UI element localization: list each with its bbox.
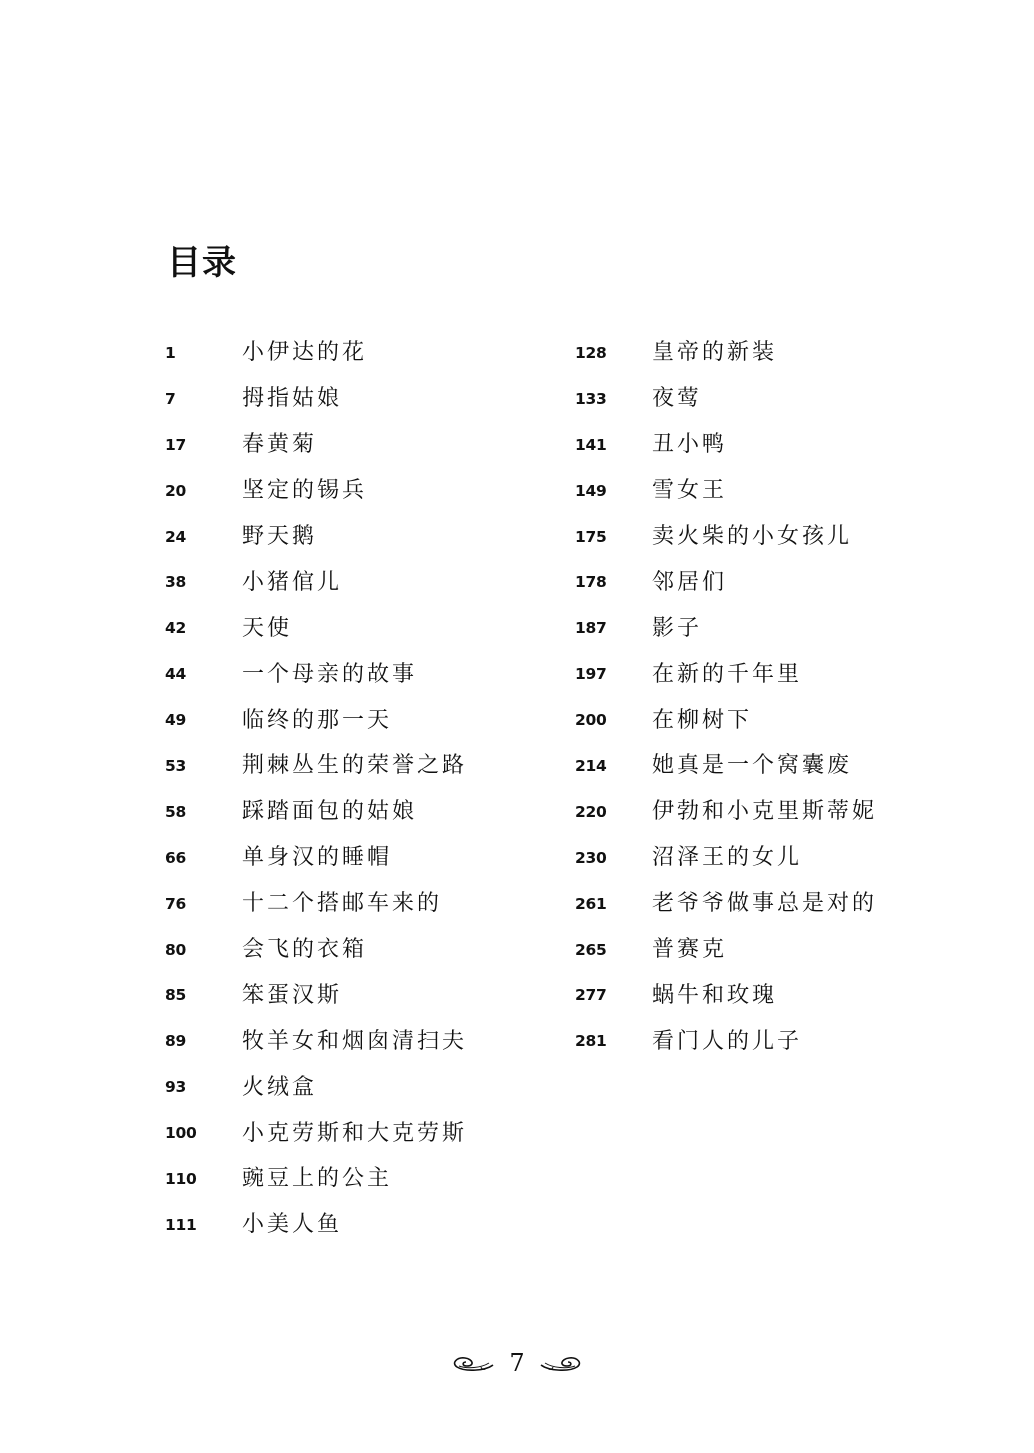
toc-entry-title: 普赛克 [652,937,728,963]
toc-entry[interactable] [165,466,545,512]
toc-entry-title: 雪女王 [652,478,728,504]
toc-entry[interactable] [575,557,955,603]
toc-entry[interactable] [575,328,955,374]
toc-page-number: 42 [165,619,186,638]
toc-entry-title: 皇帝的新装 [652,340,778,366]
toc-page-number: 149 [575,481,607,500]
toc-entry-title: 在新的千年里 [652,661,803,687]
toc-page-number: 214 [575,756,607,775]
toc-entry-title: 小美人鱼 [242,1212,343,1238]
toc-entry[interactable] [165,1154,545,1200]
flourish-ornament-left-icon [451,1353,495,1373]
toc-page-number: 220 [575,802,607,821]
toc-page-number: 111 [165,1215,197,1234]
toc-page-number: 93 [165,1078,186,1097]
toc-entry-title: 单身汉的睡帽 [242,845,393,871]
toc-page-number: 17 [165,435,186,454]
toc-entry-title: 邻居们 [652,569,728,595]
toc-page-number: 281 [575,1032,607,1051]
toc-page-number: 197 [575,665,607,684]
toc-page-number: 265 [575,940,607,959]
page-title: 目录 [167,242,237,283]
toc-entry-title: 一个母亲的故事 [242,661,418,687]
toc-entry[interactable] [165,1200,545,1246]
toc-page-number: 58 [165,802,186,821]
toc-entry-title: 春黄菊 [242,432,318,458]
toc-page-number: 110 [165,1169,197,1188]
toc-entry-title: 小猪倌儿 [242,569,343,595]
toc-page-number: 24 [165,527,186,546]
toc-entry[interactable] [575,420,955,466]
toc-entry[interactable] [165,970,545,1016]
toc-entry-title: 踩踏面包的姑娘 [242,799,418,825]
toc-entry-title: 坚定的锡兵 [242,478,368,504]
toc-entry[interactable] [575,512,955,558]
toc-page-number: 49 [165,711,186,730]
toc-entry[interactable] [165,833,545,879]
toc-page-number: 277 [575,986,607,1005]
toc-entry[interactable] [165,695,545,741]
toc-page-number: 76 [165,894,186,913]
toc-entry[interactable] [575,603,955,649]
toc-entry[interactable] [575,741,955,787]
toc-page-number: 128 [575,343,607,362]
toc-entry[interactable] [575,787,955,833]
toc-entry[interactable] [575,374,955,420]
toc-entry-title: 看门人的儿子 [652,1028,803,1054]
toc-page-number: 80 [165,940,186,959]
toc-entry-title: 小克劳斯和大克劳斯 [242,1120,468,1146]
toc-entry-title: 丑小鸭 [652,432,728,458]
toc-entry-title: 豌豆上的公主 [242,1166,393,1192]
toc-entry-title: 拇指姑娘 [242,386,343,412]
toc-entry-title: 十二个搭邮车来的 [242,891,443,917]
toc-entry-title: 笨蛋汉斯 [242,982,343,1008]
toc-entry[interactable] [575,466,955,512]
toc-entry[interactable] [575,925,955,971]
toc-column-right [575,328,955,1062]
toc-entry-title: 老爷爷做事总是对的 [652,891,878,917]
toc-entry-title: 牧羊女和烟囱清扫夫 [242,1028,468,1054]
toc-entry-title: 火绒盒 [242,1074,318,1100]
toc-entry[interactable] [575,695,955,741]
toc-entry-title: 会飞的衣箱 [242,937,368,963]
toc-entry[interactable] [165,328,545,374]
toc-entry[interactable] [575,649,955,695]
toc-page-number: 85 [165,986,186,1005]
toc-column-left [165,328,545,1246]
toc-entry-title: 在柳树下 [652,707,753,733]
toc-entry[interactable] [575,833,955,879]
toc-entry[interactable] [165,741,545,787]
toc-entry-title: 蜗牛和玫瑰 [652,982,778,1008]
toc-entry[interactable] [165,879,545,925]
toc-page-number: 20 [165,481,186,500]
toc-entry[interactable] [165,925,545,971]
toc-entry[interactable] [165,649,545,695]
toc-entry-title: 夜莺 [652,386,703,412]
toc-entry[interactable] [165,1108,545,1154]
toc-page-number: 7 [165,389,176,408]
toc-page-number: 89 [165,1032,186,1051]
flourish-ornament-right-icon [539,1353,583,1373]
toc-page-number: 200 [575,711,607,730]
toc-entry[interactable] [165,374,545,420]
toc-entry-title: 伊勃和小克里斯蒂妮 [652,799,878,825]
toc-page-number: 100 [165,1124,197,1143]
page-footer [0,1348,1034,1378]
toc-page-number: 187 [575,619,607,638]
toc-entry[interactable] [165,557,545,603]
toc-entry[interactable] [165,420,545,466]
toc-page-number: 53 [165,756,186,775]
toc-entry[interactable] [165,1016,545,1062]
toc-entry-title: 沼泽王的女儿 [652,845,803,871]
toc-entry-title: 卖火柴的小女孩儿 [652,524,853,549]
toc-page-number: 1 [165,343,176,362]
toc-page-number: 178 [575,573,607,592]
toc-page-number: 66 [165,848,186,867]
toc-entry[interactable] [575,970,955,1016]
toc-entry-title: 临终的那一天 [242,707,393,733]
toc-page-number: 141 [575,435,607,454]
toc-entry[interactable] [165,512,545,558]
toc-entry-title: 小伊达的花 [242,340,368,366]
toc-entry-title: 荆棘丛生的荣誉之路 [242,753,468,779]
toc-entry[interactable] [575,879,955,925]
toc-entry-title: 影子 [652,615,703,641]
toc-entry[interactable] [165,787,545,833]
toc-page-number: 230 [575,848,607,867]
toc-entry[interactable] [165,1062,545,1108]
toc-entry[interactable] [165,603,545,649]
toc-page-number: 38 [165,573,186,592]
toc-entry-title: 她真是一个窝囊废 [652,753,853,779]
toc-entry-title: 天使 [242,615,293,641]
toc-page-number: 133 [575,389,607,408]
toc-page-number: 175 [575,527,607,546]
toc-page-number: 44 [165,665,186,684]
toc-entry-title: 野天鹅 [242,524,318,549]
page-number: 7 [509,1349,525,1377]
toc-entry[interactable] [575,1016,955,1062]
toc-page-number: 261 [575,894,607,913]
